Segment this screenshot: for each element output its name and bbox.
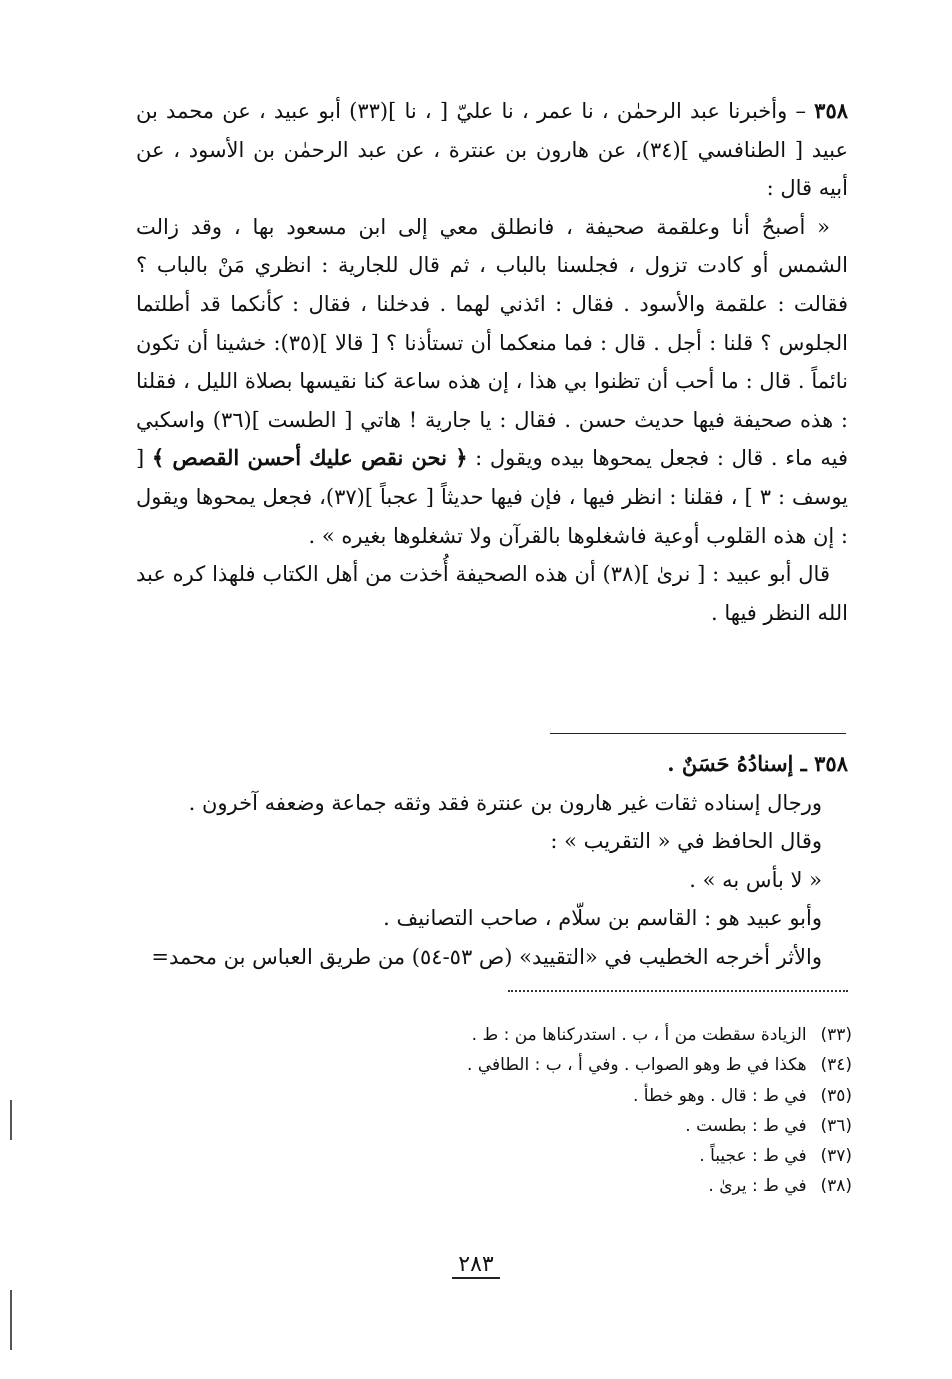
footnote xyxy=(292,1141,852,1171)
footnote-text: هكذا في ط وهو الصواب . وفي أ ، ب : الطافي . xyxy=(467,1055,807,1076)
commentary-line: وأبو عبيد هو : القاسم بن سلّام ، صاحب التصانيف . xyxy=(383,906,822,930)
scan-edge-mark xyxy=(10,1290,12,1350)
report-number: ٣٥٨ xyxy=(814,98,849,123)
commentary-line: والأثر أخرجه الخطيب في «التقييد» (ص ٥٣-٥٤) من طريق العباس بن محمد= xyxy=(151,944,822,969)
footnote xyxy=(292,1050,852,1080)
quran-verse: ﴿ نحن نقص عليك أحسن القصص ﴾ xyxy=(151,445,468,471)
commentary-line: وقال الحافظ في « التقريب » : xyxy=(550,829,822,853)
isnad-text: – وأخبرنا عبد الرحمٰن ، نا عمر ، نا عليّ [ ، نا ](٣٣) أبو عبيد ، عن محمد بن عبيد [ الطنافسي ](٣٤)، عن هارون بن عنترة ، عن عبد الرحمٰن بن الأسود ، عن أبيه قال : xyxy=(136,99,848,201)
footnote xyxy=(292,1171,852,1201)
footnote-number: (٣٨) xyxy=(820,1176,852,1197)
footnote-number: (٣٥) xyxy=(820,1085,852,1106)
commentary-heading: ٣٥٨ ـ إسنادُهُ حَسَنٌ . xyxy=(667,751,848,776)
narration-text: « أصبحُ أنا وعلقمة صحيفة ، فانطلق معي إلى ابن مسعود بها ، وقد زالت الشمس أو كادت تزول ، فجلسنا بالباب ، ثم قال للجارية : انظري مَنْ بالباب ؟ فقالت : علقمة والأسود . فقال : ائذني لهما . فدخلنا ، فقال : كأنكما قد أطلتما الجلوس ؟ قلنا : أجل . قال : فما منعكما أن تستأذنا ؟ [ قالا ](٣٥): خشينا أن تكون نائماً . قال : ما أحب أن تظنوا بي هذا ، إن هذه ساعة كنا نقيسها بصلاة الليل ، فقلنا : هذه صحيفة فيها حديث حسن . فقال : يا جارية ! هاتي [ الطست ](٣٦) واسكبي فيه ماء . قال : فجعل يمحوها بيده ويقول : xyxy=(136,214,849,471)
page-number xyxy=(0,1252,952,1279)
narration-paragraph xyxy=(136,208,848,555)
scan-edge-mark xyxy=(10,1100,12,1140)
footnote-number: (٣٧) xyxy=(820,1146,852,1167)
footnote-text: في ط : قال . وهو خطأ . xyxy=(632,1085,807,1106)
commentary-line: « لا بأس به » . xyxy=(689,867,822,892)
footnote-text: في ط : عجيباً . xyxy=(699,1146,807,1167)
main-text xyxy=(136,92,848,632)
footnote xyxy=(292,1081,852,1111)
commentary-divider xyxy=(550,733,846,734)
footnote xyxy=(292,1111,852,1141)
footnote-text: الزيادة سقطت من أ ، ب . استدركناها من : ط . xyxy=(471,1025,807,1045)
footnote-number: (٣٦) xyxy=(820,1115,852,1136)
footnote-number: (٣٣) xyxy=(820,1025,852,1045)
paragraph-358 xyxy=(136,92,848,208)
footnotes xyxy=(292,1020,852,1202)
narration-tail: [ يوسف : ٣ ] ، فقلنا : انظر فيها ، فإن فيها حديثاً [ عجباً ](٣٧)، فجعل يمحوها ويقول : إن هذه القلوب أوعية فاشغلوها بالقرآن ولا تشغلوها بغيره » . xyxy=(136,446,849,548)
page-number-text: ٢٨٣ xyxy=(452,1252,499,1279)
abu-ubaid-remark: قال أبو عبيد : [ نرىٰ ](٣٨) أن هذه الصحيفة أُخذت من أهل الكتاب فلهذا كره عبد الله النظر فيها . xyxy=(136,562,848,625)
footnote xyxy=(292,1020,852,1050)
commentary-line: ورجال إسناده ثقات غير هارون بن عنترة فقد وثقه جماعة وضعفه آخرون . xyxy=(188,790,822,815)
footnote-number: (٣٤) xyxy=(820,1055,852,1076)
commentary-section xyxy=(136,745,848,976)
footnote-text: في ط : يرىٰ . xyxy=(708,1176,807,1197)
footnote-divider xyxy=(508,990,848,992)
footnote-text: في ط : بطست . xyxy=(685,1115,807,1136)
